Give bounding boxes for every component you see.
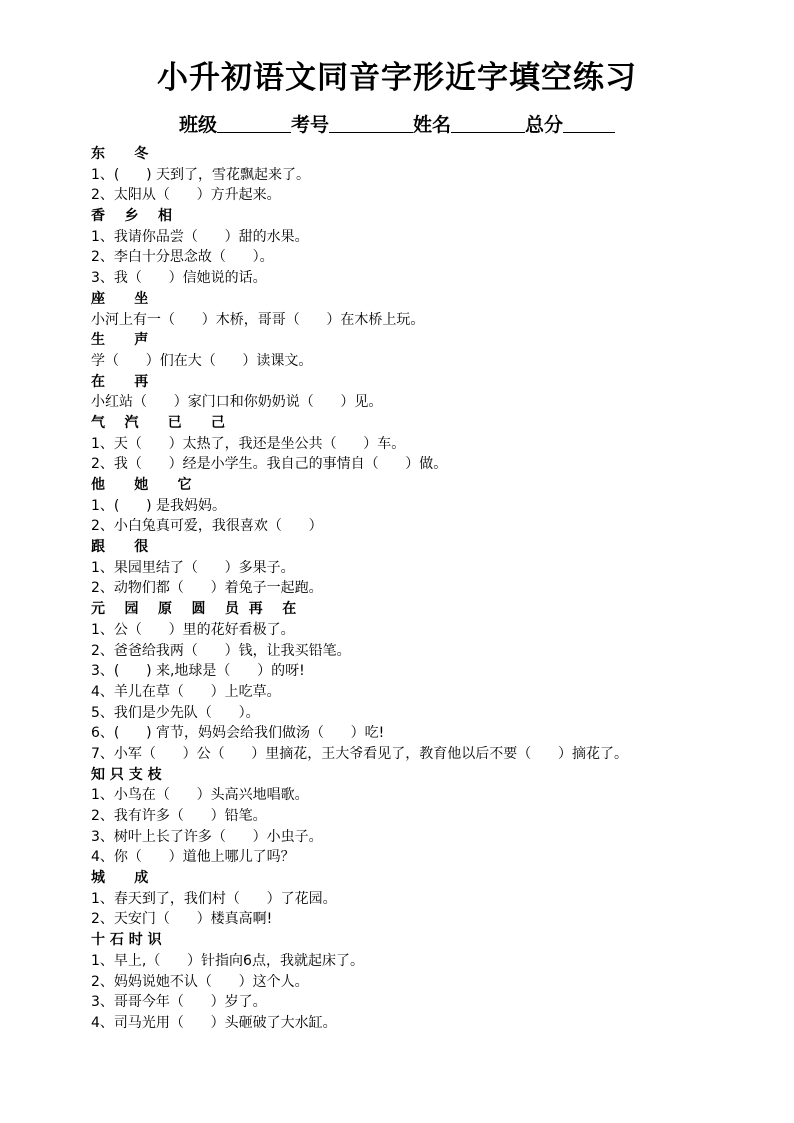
fill-blank-question: 6、( ) 宵节，妈妈会给我们做汤（ ）吃! xyxy=(91,725,385,742)
fill-blank-question: 1、春天到了，我们村（ ）了花园。 xyxy=(91,890,337,907)
fill-blank-question: 2、我有许多（ ）铅笔。 xyxy=(91,808,267,824)
word-group-heading: 他 她 它 xyxy=(91,477,192,493)
fill-blank-question: 1、公（ ）里的花好看极了。 xyxy=(91,621,295,638)
score-blank[interactable] xyxy=(563,112,615,133)
fill-blank-question: 7、小军（ ）公（ ）里摘花，王大爷看见了，教育他以后不要（ ）摘花了。 xyxy=(91,745,629,762)
score-label: 总分 xyxy=(525,114,564,136)
name-label: 姓名 xyxy=(413,114,452,136)
fill-blank-question: 小红站（ ）家门口和你奶奶说（ ）见。 xyxy=(91,394,383,411)
word-group-heading: 座 坐 xyxy=(91,290,149,307)
name-blank[interactable] xyxy=(451,112,525,133)
class-blank[interactable] xyxy=(217,112,291,133)
page-title: 小升初语文同音字形近字填空练习 xyxy=(157,60,637,96)
fill-blank-question: 2、太阳从（ ）方升起来。 xyxy=(91,187,281,204)
fill-blank-question: 3、树叶上长了许多（ ）小虫子。 xyxy=(91,828,323,845)
fill-blank-question: 2、天安门（ ）楼真高啊! xyxy=(91,911,273,928)
fill-blank-question: 2、动物们都（ ）着兔子一起跑。 xyxy=(91,580,323,597)
word-group-heading: 生 声 xyxy=(91,332,149,349)
word-group-heading: 香 乡 相 xyxy=(91,208,172,225)
exercise-list xyxy=(91,144,771,1034)
fill-blank-question: 3、哥哥今年（ ）岁了。 xyxy=(91,994,267,1011)
fill-blank-question: 2、小白兔真可爱，我很喜欢（ ） xyxy=(91,518,323,535)
number-blank[interactable] xyxy=(329,112,413,133)
word-group-heading: 跟 很 xyxy=(91,539,149,556)
fill-blank-question: 学（ ）们在大（ ）读课文。 xyxy=(91,352,313,369)
fill-blank-question: 3、( ) 来,地球是（ ）的呀! xyxy=(91,663,305,680)
word-group-heading: 元 园 原 圆 员 再 在 xyxy=(91,601,297,618)
class-label: 班级 xyxy=(178,114,217,136)
word-group-heading: 气 汽 已 己 xyxy=(91,414,225,431)
fill-blank-question: 4、司马光用（ ）头砸破了大水缸。 xyxy=(91,1014,337,1031)
number-label: 考号 xyxy=(290,114,329,136)
fill-blank-question: 1、小鸟在（ ）头高兴地唱歌。 xyxy=(91,787,309,804)
fill-blank-question: 1、果园里结了（ ）多果子。 xyxy=(91,559,295,576)
word-group-heading: 城 成 xyxy=(91,870,149,887)
fill-blank-question: 1、我请你品尝（ ）甜的水果。 xyxy=(91,228,309,245)
fill-blank-question: 2、我（ ）经是小学生。我自己的事情自（ ）做。 xyxy=(91,456,448,473)
word-group-heading: 十 石 时 识 xyxy=(91,932,162,949)
word-group-heading: 知 只 支 枝 xyxy=(91,766,162,783)
fill-blank-question: 1、( ) 是我妈妈。 xyxy=(91,497,226,514)
word-group-heading: 在 再 xyxy=(91,373,149,390)
fill-blank-question: 小河上有一（ ）木桥，哥哥（ ）在木桥上玩。 xyxy=(91,311,425,328)
fill-blank-question: 4、羊儿在草（ ）上吃草。 xyxy=(91,683,281,700)
fill-blank-question: 4、你（ ）道他上哪儿了吗？ xyxy=(91,849,295,866)
fill-blank-question: 1、天（ ）太热了，我还是坐公共（ ）车。 xyxy=(91,435,406,452)
word-group-heading: 东 冬 xyxy=(91,146,149,162)
fill-blank-question: 2、李白十分思念故（ ）。 xyxy=(91,249,274,266)
fill-blank-question: 1、( ) 天到了，雪花飘起来了。 xyxy=(91,166,310,183)
fill-blank-question: 3、我（ ）信她说的话。 xyxy=(91,270,267,287)
student-info-row xyxy=(0,112,794,138)
fill-blank-question: 1、早上,（ ）针指向6点，我就起床了。 xyxy=(91,952,364,969)
fill-blank-question: 2、爸爸给我两（ ）钱，让我买铅笔。 xyxy=(91,642,351,659)
fill-blank-question: 5、我们是少先队（ ）。 xyxy=(91,704,260,721)
fill-blank-question: 2、妈妈说她不认（ ）这个人。 xyxy=(91,973,309,990)
